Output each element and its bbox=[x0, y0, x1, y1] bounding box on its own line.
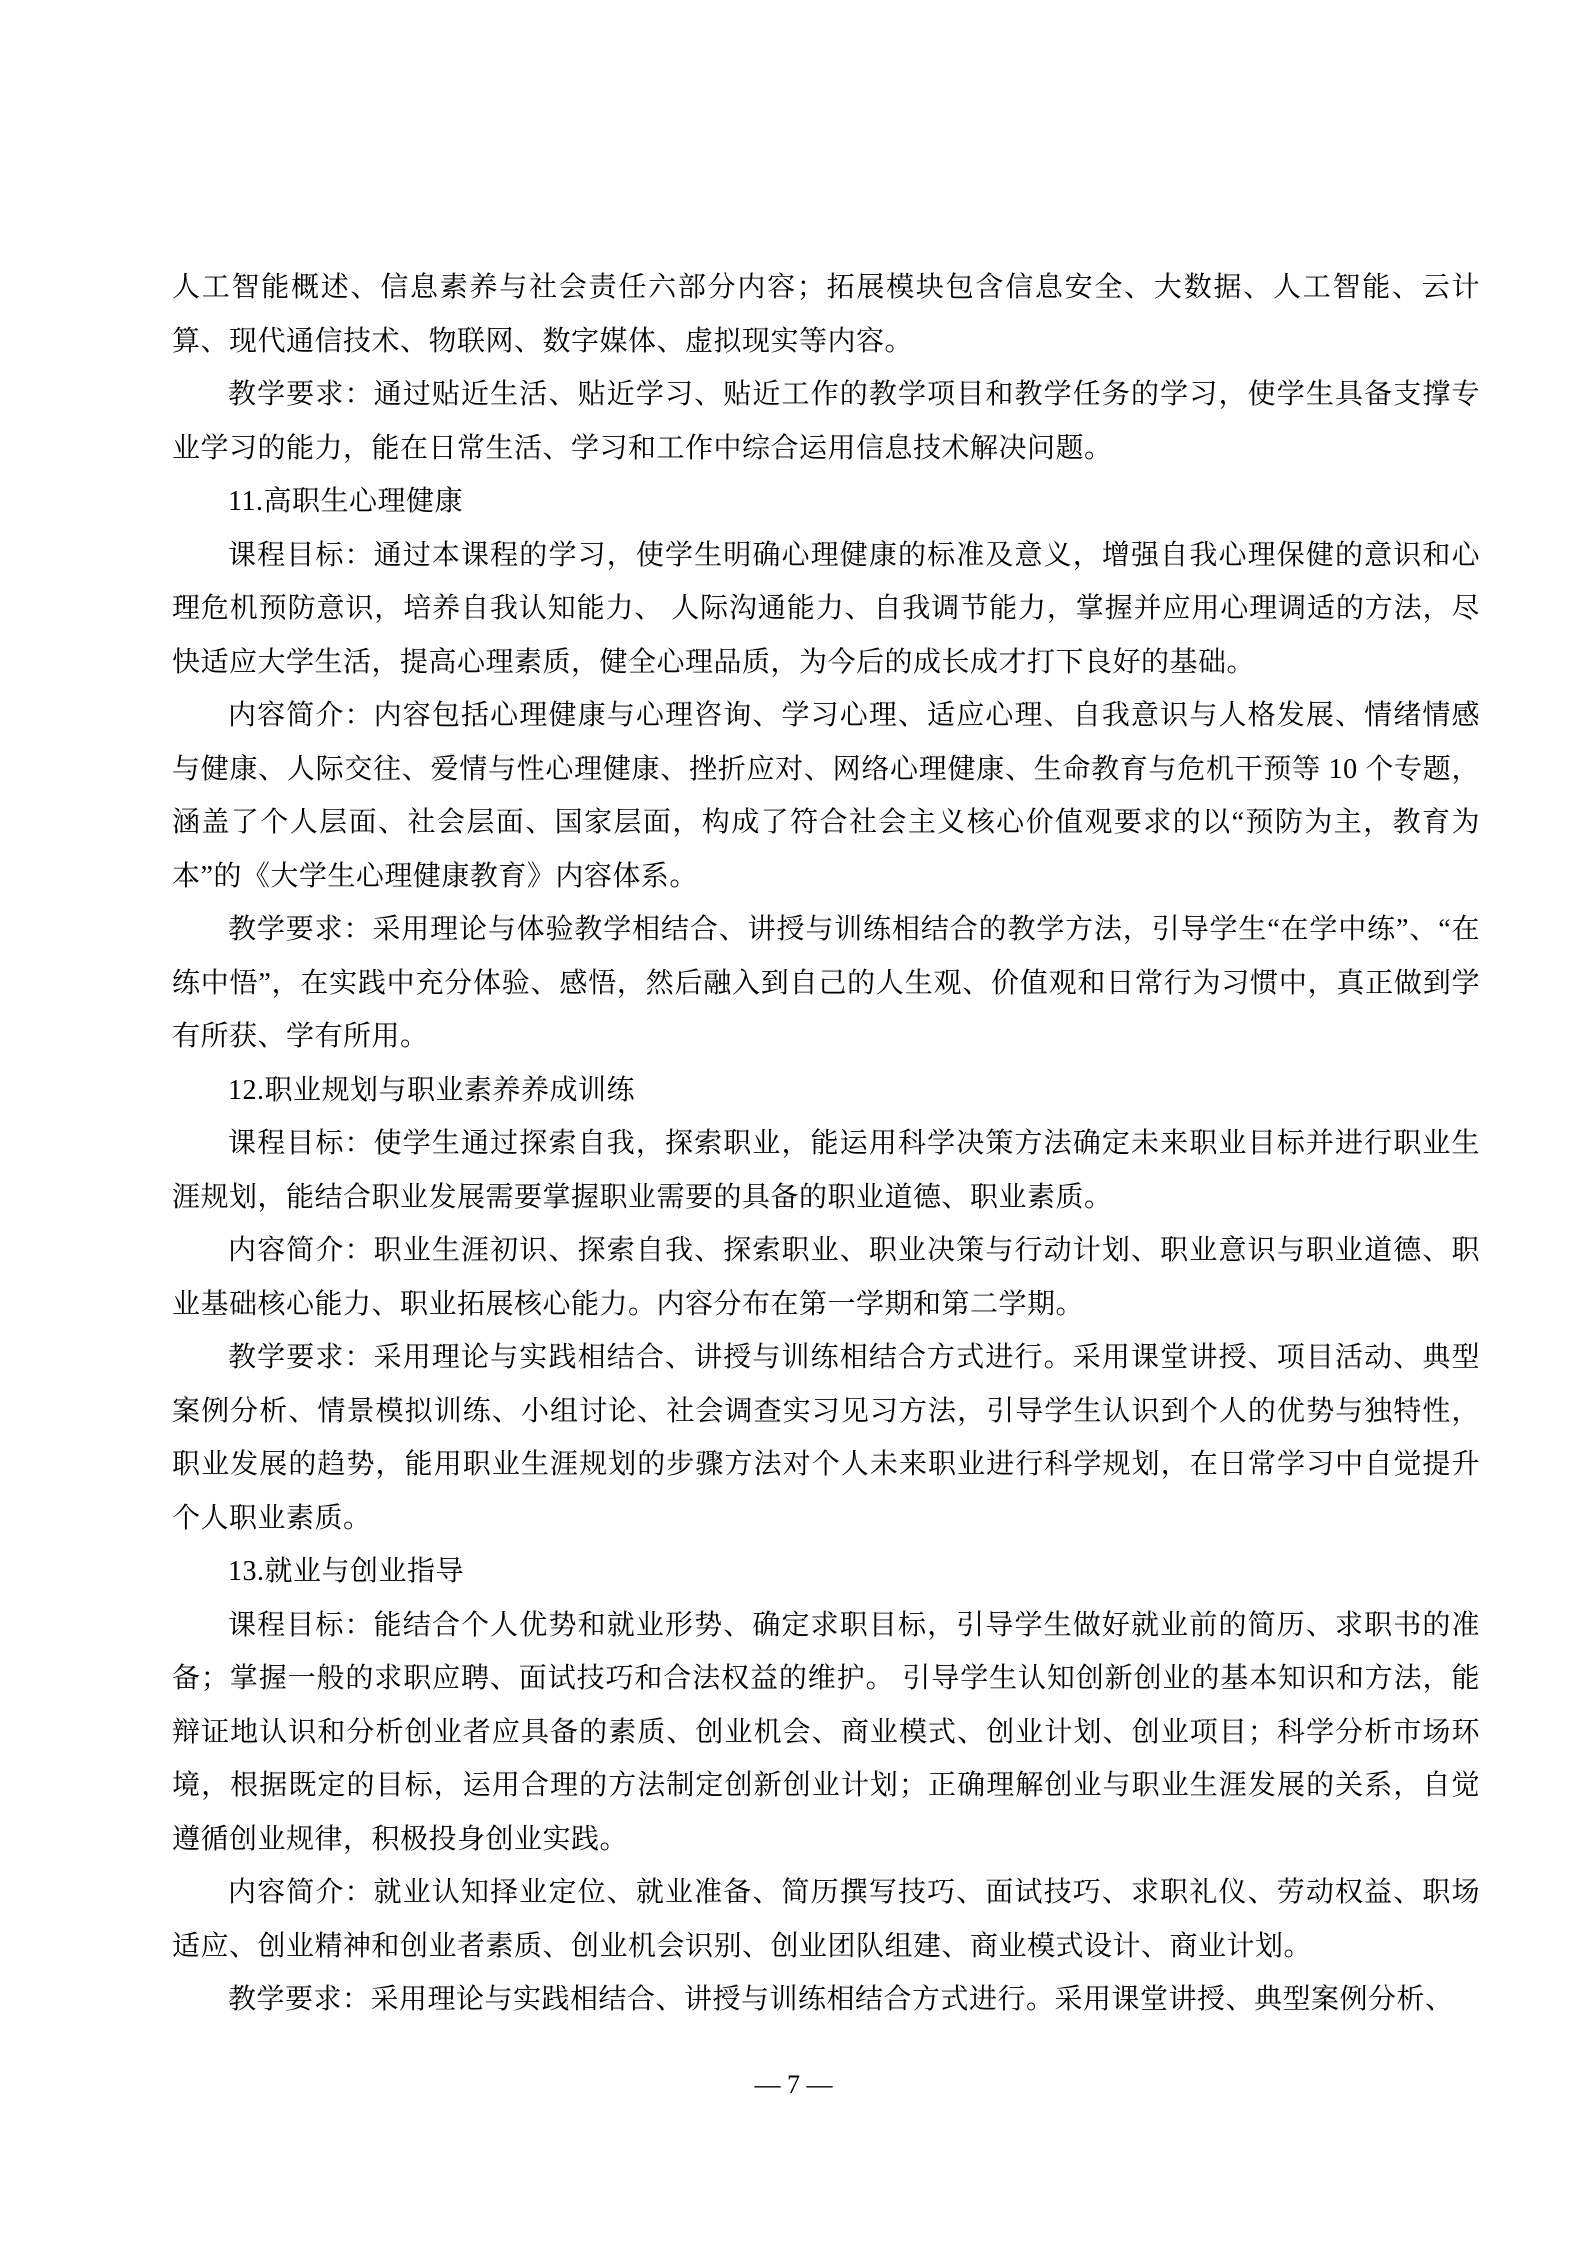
paragraph: 课程目标：使学生通过探索自我，探索职业，能运用科学决策方法确定未来职业目标并进行职业生涯规划，能结合职业发展需要掌握职业需要的具备的职业道德、职业素质。 bbox=[172, 1128, 1480, 1213]
paragraph: 教学要求：采用理论与实践相结合、讲授与训练相结合方式进行。采用课堂讲授、项目活动、典型案例分析、情景模拟训练、小组讨论、社会调查实习见习方法，引导学生认识到个人的优势与独特性，职业发展的趋势，能用职业生涯规划的步骤方法对个人未来职业进行科学规划，在日常学习中自觉提升个人职业素质。 bbox=[172, 1342, 1480, 1534]
paragraph: 教学要求：采用理论与体验教学相结合、讲授与训练相结合的教学方法，引导学生“在学中练”、“在练中悟”，在实践中充分体验、感悟，然后融入到自己的人生观、价值观和日常行为习惯中，真正做到学有所获、学有所用。 bbox=[172, 914, 1480, 1052]
paragraph: 教学要求：通过贴近生活、贴近学习、贴近工作的教学项目和教学任务的学习，使学生具备支撑专业学习的能力，能在日常生活、学习和工作中综合运用信息技术解决问题。 bbox=[172, 379, 1480, 464]
paragraph: 内容简介：职业生涯初识、探索自我、探索职业、职业决策与行动计划、职业意识与职业道德、职业基础核心能力、职业拓展核心能力。内容分布在第一学期和第二学期。 bbox=[172, 1235, 1480, 1320]
section-heading: 13.就业与创业指导 bbox=[228, 1556, 465, 1587]
section-heading: 12.职业规划与职业素养养成训练 bbox=[228, 1074, 636, 1106]
paragraph: 人工智能概述、信息素养与社会责任六部分内容；拓展模块包含信息安全、大数据、人工智能、云计算、现代通信技术、物联网、数字媒体、虚拟现实等内容。 bbox=[172, 272, 1480, 357]
section-heading: 11.高职生心理健康 bbox=[228, 486, 463, 517]
paragraph: 内容简介：就业认知择业定位、就业准备、简历撰写技巧、面试技巧、求职礼仪、劳动权益、职场适应、创业精神和创业者素质、创业机会识别、创业团队组建、商业模式设计、商业计划。 bbox=[172, 1877, 1480, 1962]
document-body bbox=[172, 261, 1480, 2027]
paragraph: 内容简介：内容包括心理健康与心理咨询、学习心理、适应心理、自我意识与人格发展、情绪情感与健康、人际交往、爱情与性心理健康、挫折应对、网络心理健康、生命教育与危机干预等 10 个专题，涵盖了个人层面、社会层面、国家层面，构成了符合社会主义核心价值观要求的以“预防为主，教育为本”的《大学生心理健康教育》内容体系。 bbox=[172, 700, 1480, 892]
paragraph: 课程目标：能结合个人优势和就业形势、确定求职目标，引导学生做好就业前的简历、求职书的准备；掌握一般的求职应聘、面试技巧和合法权益的维护。 引导学生认知创新创业的基本知识和方法，能辩证地认识和分析创业者应具备的素质、创业机会、商业模式、创业计划、创业项目；科学分析市场环境，根据既定的目标，运用合理的方法制定创新创业计划；正确理解创业与职业生涯发展的关系，自觉遵循创业规律，积极投身创业实践。 bbox=[172, 1609, 1480, 1855]
page-number: — 7 — bbox=[754, 2070, 833, 2099]
paragraph: 课程目标：通过本课程的学习，使学生明确心理健康的标准及意义，增强自我心理保健的意识和心理危机预防意识，培养自我认知能力、 人际沟通能力、自我调节能力，掌握并应用心理调适的方法，尽快适应大学生活，提高心理素质，健全心理品质，为今后的成长成才打下良好的基础。 bbox=[172, 539, 1480, 678]
paragraph: 教学要求：采用理论与实践相结合、讲授与训练相结合方式进行。采用课堂讲授、典型案例分析、 bbox=[228, 1984, 1454, 2015]
